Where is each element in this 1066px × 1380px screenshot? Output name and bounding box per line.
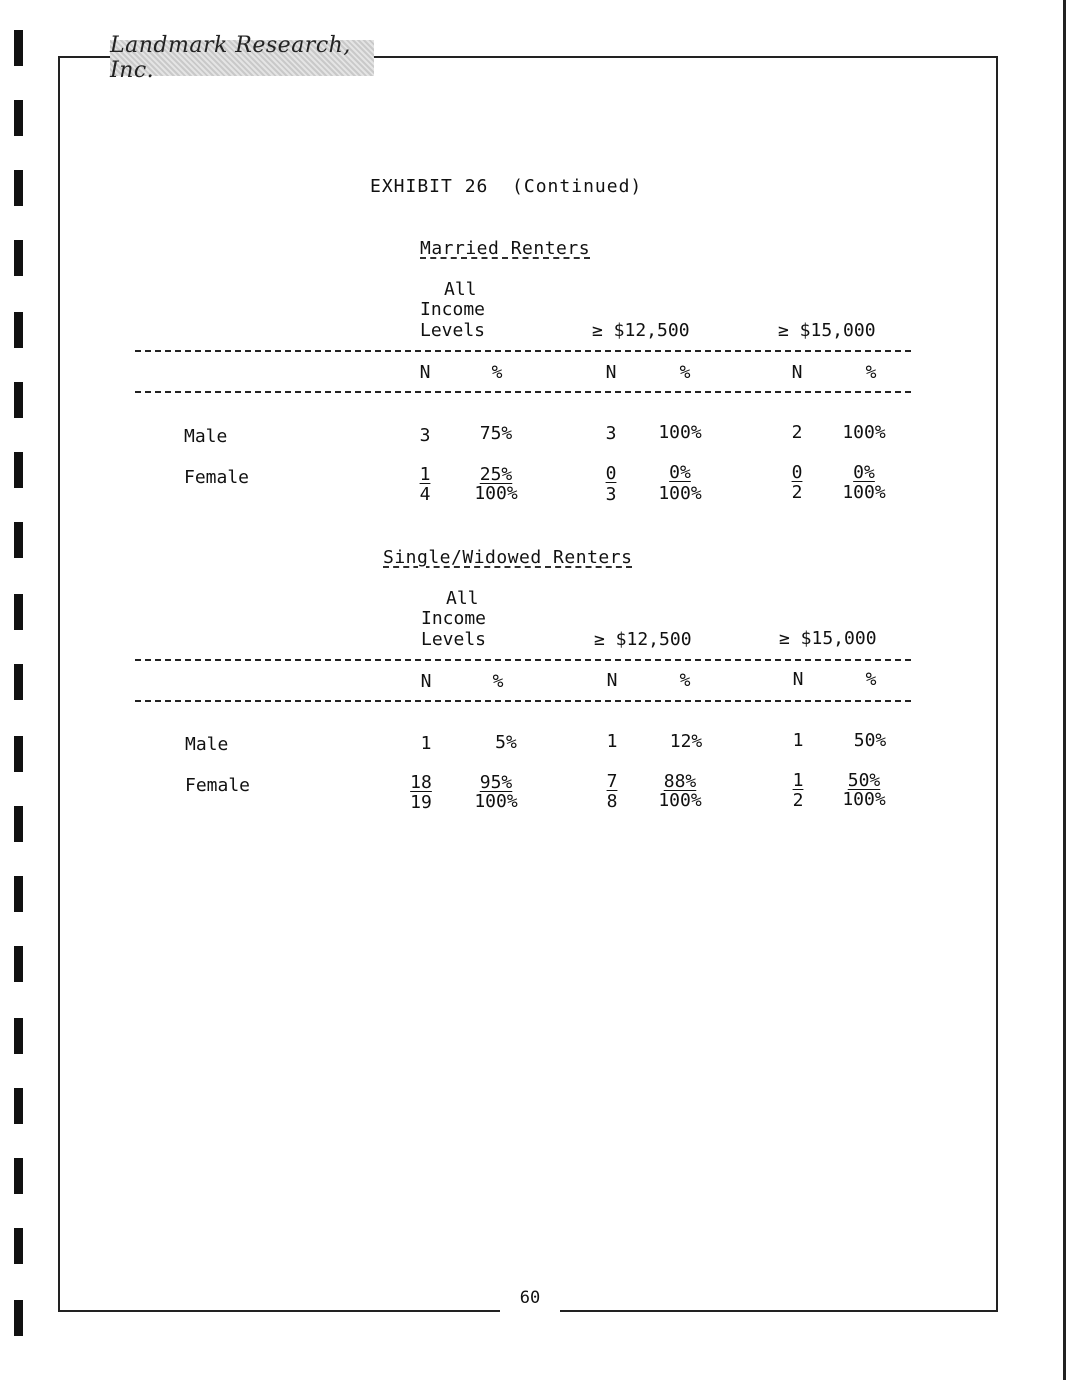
col-head-15000: ≥ $15,000: [779, 628, 877, 649]
n-label: N: [791, 362, 803, 383]
cell-15000-n: 0: [791, 462, 803, 483]
page-number: 60: [519, 1288, 541, 1308]
n-label: N: [420, 671, 432, 692]
row-label: Female: [185, 775, 251, 796]
binder-hole: [14, 1088, 23, 1124]
binder-hole: [14, 1300, 23, 1336]
row-label: Male: [185, 734, 229, 755]
col-head-all-1: All: [444, 279, 477, 300]
binder-hole: [14, 946, 23, 982]
letterhead-logo: [110, 33, 374, 83]
col-head-all-2: Income: [421, 608, 487, 629]
col-head-12500: ≥ $12,500: [594, 629, 692, 650]
col-head-15000: ≥ $15,000: [778, 320, 876, 341]
section-title: Married Renters: [420, 238, 591, 259]
cell-all-n: 3: [419, 425, 431, 446]
cell-15000-n: 1: [792, 730, 804, 751]
binder-hole: [14, 806, 23, 842]
binder-hole: [14, 1228, 23, 1264]
total-12500-pct: 100%: [658, 790, 702, 811]
col-head-all-3: Levels: [421, 629, 487, 650]
pct-label: %: [679, 670, 691, 691]
cell-12500-n: 7: [606, 771, 618, 792]
total-15000-pct: 100%: [842, 789, 886, 810]
dashed-rule: [135, 659, 911, 661]
pct-label: %: [492, 671, 504, 692]
cell-15000-pct: 50%: [853, 730, 887, 751]
total-all-pct: 100%: [474, 791, 518, 812]
n-label: N: [792, 669, 804, 690]
col-head-all-2: Income: [420, 299, 486, 320]
binder-hole: [14, 240, 23, 276]
binder-hole: [14, 736, 23, 772]
col-head-all-1: All: [446, 588, 479, 609]
total-12500-n: 8: [606, 791, 618, 812]
col-head-12500: ≥ $12,500: [592, 320, 690, 341]
total-15000-n: 2: [792, 790, 804, 811]
total-all-n: 19: [410, 792, 432, 813]
cell-12500-n: 3: [605, 423, 617, 444]
pct-label: %: [865, 669, 877, 690]
row-label: Female: [184, 467, 250, 488]
cell-12500-pct: 0%: [669, 462, 691, 483]
cell-12500-n: 1: [606, 731, 618, 752]
binder-hole: [14, 30, 23, 66]
binder-hole: [14, 170, 23, 206]
pct-label: %: [865, 362, 877, 383]
binder-hole: [14, 312, 23, 348]
total-12500-n: 3: [605, 484, 617, 505]
col-head-all-3: Levels: [420, 320, 486, 341]
total-all-n: 4: [419, 484, 431, 505]
cell-all-pct: 75%: [479, 423, 513, 444]
binder-hole: [14, 382, 23, 418]
cell-12500-pct: 88%: [663, 771, 697, 792]
cell-12500-pct: 12%: [669, 731, 703, 752]
total-15000-n: 2: [791, 482, 803, 503]
cell-all-pct: 95%: [479, 772, 513, 793]
binder-hole: [14, 452, 23, 488]
row-label: Male: [184, 426, 228, 447]
total-12500-pct: 100%: [658, 483, 702, 504]
cell-12500-n: 0: [605, 463, 617, 484]
cell-all-n: 18: [410, 772, 432, 793]
binder-hole: [14, 876, 23, 912]
company-name: Landmark Research, Inc.: [110, 33, 351, 83]
cell-15000-pct: 0%: [853, 462, 875, 483]
n-label: N: [605, 362, 617, 383]
dashed-rule: [135, 391, 911, 393]
cell-15000-pct: 100%: [842, 422, 886, 443]
cell-all-n: 1: [420, 733, 432, 754]
pct-label: %: [679, 362, 691, 383]
binder-hole: [14, 594, 23, 630]
page-number-box: [500, 1284, 560, 1312]
binder-hole: [14, 1158, 23, 1194]
dashed-rule: [135, 350, 911, 352]
cell-15000-n: 1: [792, 770, 804, 791]
n-label: N: [606, 670, 618, 691]
total-all-pct: 100%: [474, 483, 518, 504]
binder-hole: [14, 100, 23, 136]
binder-hole: [14, 1018, 23, 1054]
cell-15000-pct: 50%: [847, 770, 881, 791]
pct-label: %: [491, 362, 503, 383]
binder-hole: [14, 664, 23, 700]
cell-12500-pct: 100%: [658, 422, 702, 443]
total-15000-pct: 100%: [842, 482, 886, 503]
cell-15000-n: 2: [791, 422, 803, 443]
cell-all-n: 1: [419, 464, 431, 485]
cell-all-pct: 5%: [495, 732, 517, 753]
section-title: Single/Widowed Renters: [383, 547, 633, 568]
cell-all-pct: 25%: [479, 464, 513, 485]
binder-hole: [14, 522, 23, 558]
dashed-rule: [135, 700, 911, 702]
exhibit-title: EXHIBIT 26 (Continued): [370, 176, 643, 197]
n-label: N: [419, 362, 431, 383]
